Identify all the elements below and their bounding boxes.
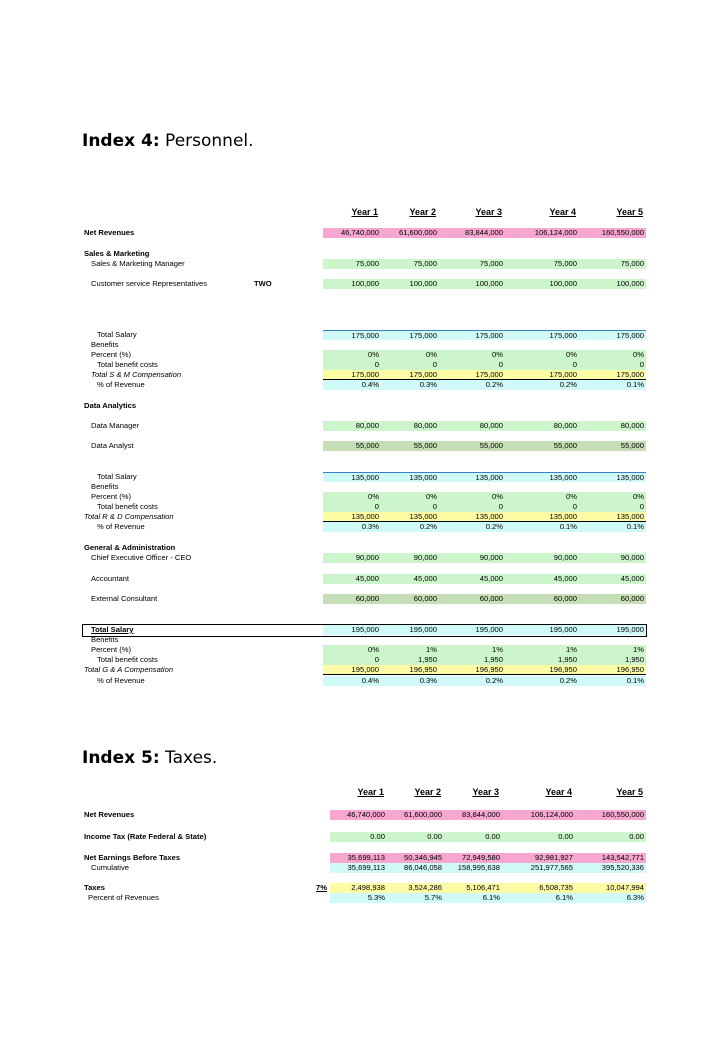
value-cell: 175,000 [505, 370, 579, 380]
row-label: External Consultant [91, 594, 158, 603]
row-sm-percent [0, 350, 726, 360]
value-cell: 6,508,735 [502, 883, 575, 893]
value-cell: 100,000 [323, 279, 381, 289]
value-cell: 196,950 [505, 665, 579, 675]
value-cell: 45,000 [579, 574, 646, 584]
value-cell: 0% [579, 350, 646, 360]
value-cell: 10,047,994 [575, 883, 646, 893]
value-cell: 143,542,771 [575, 853, 646, 863]
value-cell: 90,000 [579, 553, 646, 563]
year-header-3: Year 3 [472, 787, 499, 797]
section-general-admin [0, 543, 726, 553]
row-label: Net Earnings Before Taxes [84, 853, 181, 862]
value-cell: 0.2% [439, 676, 505, 686]
value-cell: 395,520,336 [575, 863, 646, 873]
value-cell: 1% [505, 645, 579, 655]
value-cell: 1% [381, 645, 439, 655]
value-cell: 0.00 [330, 832, 387, 842]
value-cell: 100,000 [505, 279, 579, 289]
value-cell: 160,550,000 [575, 810, 646, 820]
row-sm-pct-rev [0, 380, 726, 390]
value-cell: 60,000 [323, 594, 381, 604]
value-cell: 0.3% [381, 676, 439, 686]
row-label: Total benefit costs [97, 502, 158, 511]
value-cell: 1,950 [579, 655, 646, 665]
value-cell: 0.2% [381, 522, 439, 532]
row-accountant [0, 574, 726, 584]
value-cell: 0.00 [502, 832, 575, 842]
value-cell: 0.1% [579, 676, 646, 686]
tax-net-revenues-row [0, 810, 726, 820]
value-cell: 0% [505, 492, 579, 502]
row-ga-total-salary [0, 625, 726, 635]
value-cell: 175,000 [439, 330, 505, 340]
row-da-benefit-costs [0, 502, 726, 512]
value-cell: 80,000 [323, 421, 381, 431]
value-cell: 55,000 [579, 441, 646, 451]
value-cell: 0 [505, 360, 579, 370]
row-label: General & Administration [84, 543, 176, 552]
year-header-3: Year 3 [475, 207, 502, 217]
value-cell: 0% [323, 645, 381, 655]
value-cell: 135,000 [323, 512, 381, 522]
row-da-benefits [0, 482, 726, 492]
row-label: Data Analyst [91, 441, 134, 450]
value-cell: 0% [381, 492, 439, 502]
row-sm-total-salary [0, 330, 726, 340]
value-cell: 135,000 [505, 472, 579, 482]
value-cell: 75,000 [579, 259, 646, 269]
value-cell: 100,000 [439, 279, 505, 289]
value-cell: 195,000 [439, 625, 505, 635]
value-cell: 195,000 [323, 665, 381, 675]
row-label: Percent (%) [91, 492, 132, 501]
value-cell: 90,000 [439, 553, 505, 563]
value-cell: 80,000 [579, 421, 646, 431]
value-cell: 175,000 [505, 330, 579, 340]
row-da-pct-rev [0, 522, 726, 532]
value-cell: 50,346,945 [387, 853, 444, 863]
row-tax-pct-rev [0, 893, 726, 903]
value-cell: 55,000 [439, 441, 505, 451]
row-label: Taxes [84, 883, 105, 892]
row-consultant [0, 594, 726, 604]
row-ceo [0, 553, 726, 563]
row-ga-benefits [0, 635, 726, 645]
value-cell: 5.3% [330, 893, 387, 903]
row-label: Chief Executive Officer - CEO [91, 553, 192, 562]
tax-rate: 7% [316, 883, 327, 892]
row-label: % of Revenue [97, 676, 145, 685]
row-income-tax [0, 832, 726, 842]
row-da-total-comp [0, 512, 726, 522]
value-cell: 135,000 [323, 472, 381, 482]
value-cell: 0 [439, 502, 505, 512]
value-cell: 251,977,565 [502, 863, 575, 873]
value-cell: 61,600,000 [387, 810, 444, 820]
year-header-2: Year 2 [414, 787, 441, 797]
value-cell: 195,000 [579, 625, 646, 635]
value-cell: 195,000 [505, 625, 579, 635]
value-cell: 135,000 [579, 472, 646, 482]
value-cell: 0.00 [444, 832, 502, 842]
value-cell: 135,000 [505, 512, 579, 522]
value-cell: 6.3% [575, 893, 646, 903]
year-header-5: Year 5 [616, 787, 643, 797]
value-cell: 83,844,000 [439, 228, 505, 238]
row-cumulative [0, 863, 726, 873]
value-cell: 46,740,000 [330, 810, 387, 820]
row-taxes [0, 883, 726, 893]
row-nebt [0, 853, 726, 863]
value-cell: 0.00 [387, 832, 444, 842]
value-cell: 0% [323, 350, 381, 360]
year-header-4: Year 4 [545, 787, 572, 797]
row-label: Percent (%) [91, 645, 132, 654]
row-label: Income Tax (Rate Federal & State) [84, 832, 207, 841]
value-cell: 5.7% [387, 893, 444, 903]
value-cell: 0 [505, 502, 579, 512]
row-label: Sales & Marketing Manager [91, 259, 185, 268]
net-revenues-row [0, 228, 726, 238]
year-header-2: Year 2 [409, 207, 436, 217]
year-header-1: Year 1 [357, 787, 384, 797]
value-cell: 0% [439, 350, 505, 360]
value-cell: 106,124,000 [502, 810, 575, 820]
value-cell: 61,600,000 [381, 228, 439, 238]
value-cell: 106,124,000 [505, 228, 579, 238]
row-label: Total G & A Compensation [84, 665, 174, 674]
value-cell: 100,000 [579, 279, 646, 289]
row-ga-benefit-costs [0, 655, 726, 665]
value-cell: 158,995,638 [444, 863, 502, 873]
value-cell: 75,000 [323, 259, 381, 269]
value-cell: 0.2% [505, 676, 579, 686]
value-cell: 175,000 [323, 370, 381, 380]
row-da-total-salary [0, 472, 726, 482]
value-cell: 75,000 [505, 259, 579, 269]
value-cell: 72,949,580 [444, 853, 502, 863]
row-label: Total benefit costs [97, 360, 158, 369]
row-label: Benefits [91, 635, 119, 644]
value-cell: 135,000 [381, 512, 439, 522]
value-cell: 135,000 [439, 512, 505, 522]
value-cell: 45,000 [323, 574, 381, 584]
value-cell: 196,950 [579, 665, 646, 675]
year-header-5: Year 5 [616, 207, 643, 217]
section-sales-marketing [0, 249, 726, 259]
value-cell: 0.00 [575, 832, 646, 842]
value-cell: 45,000 [505, 574, 579, 584]
row-ga-pct-rev [0, 676, 726, 686]
row-label: % of Revenue [97, 380, 145, 389]
row-label: Customer service Representatives [91, 279, 208, 288]
value-cell: 0% [439, 492, 505, 502]
value-cell: 80,000 [439, 421, 505, 431]
value-cell: 135,000 [439, 472, 505, 482]
value-cell: 196,950 [439, 665, 505, 675]
value-cell: 6.1% [444, 893, 502, 903]
row-label: Total Salary [91, 625, 134, 634]
value-cell: 60,000 [579, 594, 646, 604]
value-cell: 92,981,927 [502, 853, 575, 863]
row-label: Total benefit costs [97, 655, 158, 664]
value-cell: 0 [579, 360, 646, 370]
value-cell: 90,000 [505, 553, 579, 563]
value-cell: 1% [439, 645, 505, 655]
value-cell: 45,000 [381, 574, 439, 584]
value-cell: 55,000 [505, 441, 579, 451]
value-cell: 75,000 [381, 259, 439, 269]
value-cell: 175,000 [579, 330, 646, 340]
value-cell: 135,000 [381, 472, 439, 482]
value-cell: 90,000 [323, 553, 381, 563]
row-sm-benefit-costs [0, 360, 726, 370]
value-cell: 0.4% [323, 380, 381, 390]
row-label: Accountant [91, 574, 129, 583]
value-cell: 0 [381, 360, 439, 370]
row-ga-total-comp [0, 665, 726, 675]
value-cell: 175,000 [439, 370, 505, 380]
section-data-analytics [0, 401, 726, 411]
value-cell: 0.1% [579, 380, 646, 390]
value-cell: 1% [579, 645, 646, 655]
value-cell: 175,000 [323, 330, 381, 340]
row-label: Cumulative [91, 863, 129, 872]
index4-title: Index 4: Personnel. [82, 131, 254, 151]
value-cell: 0.2% [439, 522, 505, 532]
value-cell: 0% [579, 492, 646, 502]
value-cell: 35,699,113 [330, 853, 387, 863]
row-label: Total Salary [97, 330, 137, 339]
row-label: Percent (%) [91, 350, 132, 359]
value-cell: 1,950 [505, 655, 579, 665]
row-ga-percent [0, 645, 726, 655]
value-cell: 0% [323, 492, 381, 502]
csr-note: TWO [254, 279, 272, 288]
value-cell: 3,524,286 [387, 883, 444, 893]
year-header-4: Year 4 [549, 207, 576, 217]
value-cell: 6.1% [502, 893, 575, 903]
value-cell: 60,000 [439, 594, 505, 604]
row-data-manager [0, 421, 726, 431]
value-cell: 60,000 [505, 594, 579, 604]
value-cell: 0% [505, 350, 579, 360]
row-label: Data Manager [91, 421, 140, 430]
value-cell: 90,000 [381, 553, 439, 563]
row-sm-benefits [0, 340, 726, 350]
row-sm-manager [0, 259, 726, 269]
value-cell: 0.2% [505, 380, 579, 390]
value-cell: 35,699,113 [330, 863, 387, 873]
value-cell: 0 [323, 502, 381, 512]
value-cell: 0.1% [505, 522, 579, 532]
value-cell: 5,106,471 [444, 883, 502, 893]
value-cell: 46,740,000 [323, 228, 381, 238]
index5-title: Index 5: Taxes. [82, 748, 218, 768]
value-cell: 0.3% [381, 380, 439, 390]
value-cell: 0 [323, 360, 381, 370]
value-cell: 100,000 [381, 279, 439, 289]
value-cell: 160,550,000 [579, 228, 646, 238]
row-data-analyst [0, 441, 726, 451]
value-cell: 0.1% [579, 522, 646, 532]
value-cell: 45,000 [439, 574, 505, 584]
row-label: Benefits [91, 482, 119, 491]
value-cell: 0.4% [323, 676, 381, 686]
value-cell: 1,950 [439, 655, 505, 665]
value-cell: 0 [579, 502, 646, 512]
value-cell: 175,000 [381, 370, 439, 380]
row-label: Data Analytics [84, 401, 137, 410]
row-label: % of Revenue [97, 522, 145, 531]
value-cell: 0.3% [323, 522, 381, 532]
value-cell: 0 [323, 655, 381, 665]
value-cell: 175,000 [381, 330, 439, 340]
value-cell: 55,000 [381, 441, 439, 451]
value-cell: 175,000 [579, 370, 646, 380]
row-label: Net Revenues [84, 810, 135, 819]
value-cell: 2,498,938 [330, 883, 387, 893]
value-cell: 83,844,000 [444, 810, 502, 820]
value-cell: 195,000 [381, 625, 439, 635]
value-cell: 0 [439, 360, 505, 370]
row-label: Total R & D Compensation [84, 512, 174, 521]
year-header-1: Year 1 [351, 207, 378, 217]
row-label: Sales & Marketing [84, 249, 150, 258]
row-sm-total-comp [0, 370, 726, 380]
row-label: Benefits [91, 340, 119, 349]
value-cell: 0 [381, 502, 439, 512]
value-cell: 60,000 [381, 594, 439, 604]
value-cell: 55,000 [323, 441, 381, 451]
row-label: Net Revenues [84, 228, 135, 237]
value-cell: 195,000 [323, 625, 381, 635]
value-cell: 80,000 [505, 421, 579, 431]
value-cell: 1,950 [381, 655, 439, 665]
row-da-percent [0, 492, 726, 502]
value-cell: 0.2% [439, 380, 505, 390]
value-cell: 196,950 [381, 665, 439, 675]
row-label: Total S & M Compensation [91, 370, 182, 379]
value-cell: 75,000 [439, 259, 505, 269]
row-csr [0, 279, 726, 289]
row-label: Percent of Revenues [88, 893, 159, 902]
value-cell: 0% [381, 350, 439, 360]
value-cell: 80,000 [381, 421, 439, 431]
row-label: Total Salary [97, 472, 137, 481]
value-cell: 86,046,058 [387, 863, 444, 873]
value-cell: 135,000 [579, 512, 646, 522]
